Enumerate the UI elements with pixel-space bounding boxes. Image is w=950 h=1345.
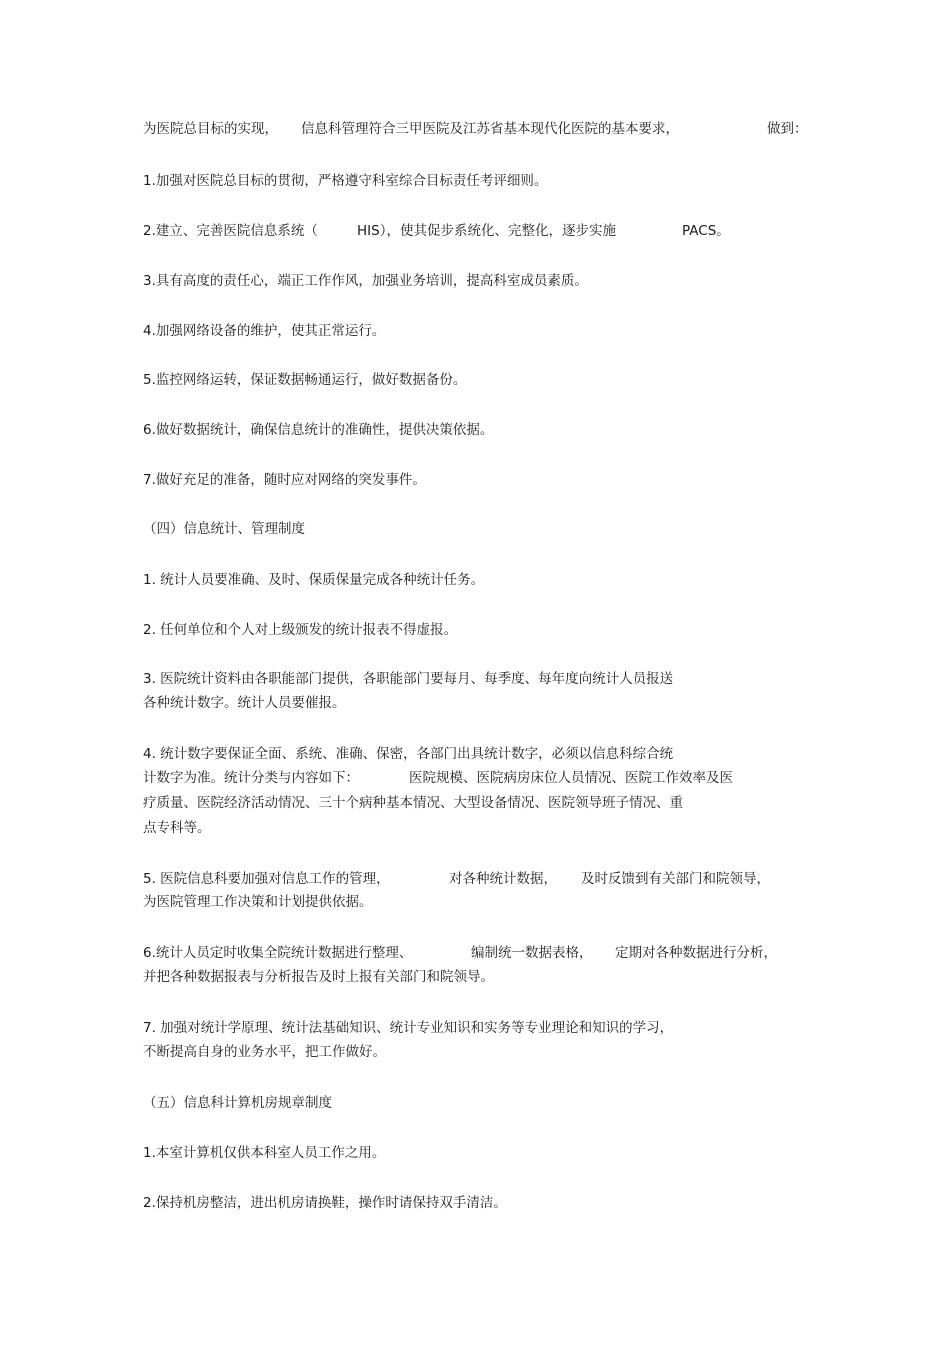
- intro-part1: 为医院总目标的实现，: [143, 121, 278, 137]
- list-item-2-part1: 2.建立、完善医院信息系统（: [143, 223, 318, 239]
- section-4-item-4-line-3: 疗质量、医院经济活动情况、三十个病种基本情况、大型设备情况、医院领导班子情况、重: [143, 795, 683, 811]
- section-4-item-5-line-2: 为医院管理工作决策和计划提供依据。: [143, 894, 373, 910]
- list-item-7: 7.做好充足的准备，随时应对网络的突发事件。: [143, 472, 426, 488]
- section-5-item-2: 2.保持机房整洁，进出机房请换鞋，操作时请保持双手清洁。: [143, 1195, 507, 1211]
- section-5-heading: （五）信息科计算机房规章制度: [143, 1095, 332, 1111]
- section-4-item-1: 1. 统计人员要准确、及时、保质保量完成各种统计任务。: [143, 572, 485, 588]
- list-item-2-part2: HIS），使其促步系统化、完整化，逐步实施: [357, 223, 616, 239]
- section-4-item-3-line-1: 3. 医院统计资料由各职能部门提供，各职能部门要每月、每季度、每年度向统计人员报送: [143, 671, 674, 687]
- section-4-item-6-line-1b: 编制统一数据表格，: [471, 945, 593, 961]
- section-4-item-5-line-1a: 5. 医院信息科要加强对信息工作的管理，: [143, 871, 390, 887]
- section-4-item-3-line-2: 各种统计数字。统计人员要催报。: [143, 695, 346, 711]
- section-4-item-2: 2. 任何单位和个人对上级颁发的统计报表不得虚报。: [143, 622, 458, 638]
- list-item-3: 3.具有高度的责任心，端正工作作风，加强业务培训，提高科室成员素质。: [143, 273, 588, 289]
- list-item-1: 1.加强对医院总目标的贯彻，严格遵守科室综合目标责任考评细则。: [143, 173, 548, 189]
- section-4-item-6-line-1c: 定期对各种数据进行分析，: [615, 945, 777, 961]
- list-item-5: 5.监控网络运转，保证数据畅通运行，做好数据备份。: [143, 372, 467, 388]
- list-item-4: 4.加强网络设备的维护，使其正常运行。: [143, 323, 386, 339]
- section-4-item-4-line-2a: 计数字为准。统计分类与内容如下：: [143, 770, 359, 786]
- section-4-item-7-line-1: 7. 加强对统计学原理、统计法基础知识、统计专业知识和实务等专业理论和知识的学习，: [143, 1020, 674, 1036]
- section-4-item-4-line-1: 4. 统计数字要保证全面、系统、准确、保密，各部门出具统计数字，必须以信息科综合统: [143, 746, 674, 762]
- list-item-2-part3: PACS。: [682, 223, 730, 239]
- section-4-item-7-line-2: 不断提高自身的业务水平，把工作做好。: [143, 1044, 386, 1060]
- section-4-item-5-line-1b: 对各种统计数据，: [449, 871, 557, 887]
- section-4-item-4-line-4: 点专科等。: [143, 820, 211, 836]
- section-4-heading: （四）信息统计、管理制度: [143, 521, 305, 537]
- intro-part3: 做到：: [767, 121, 808, 137]
- list-item-6: 6.做好数据统计，确保信息统计的准确性，提供决策依据。: [143, 422, 494, 438]
- intro-part2: 信息科管理符合三甲医院及江苏省基本现代化医院的基本要求，: [301, 121, 679, 137]
- section-4-item-6-line-2: 并把各种数据报表与分析报告及时上报有关部门和院领导。: [143, 969, 494, 985]
- section-5-item-1: 1.本室计算机仅供本科室人员工作之用。: [143, 1145, 386, 1161]
- section-4-item-4-line-2b: 医院规模、医院病房床位人员情况、医院工作效率及医: [409, 770, 733, 786]
- section-4-item-6-line-1a: 6.统计人员定时收集全院统计数据进行整理、: [143, 945, 413, 961]
- section-4-item-5-line-1c: 及时反馈到有关部门和院领导，: [581, 871, 770, 887]
